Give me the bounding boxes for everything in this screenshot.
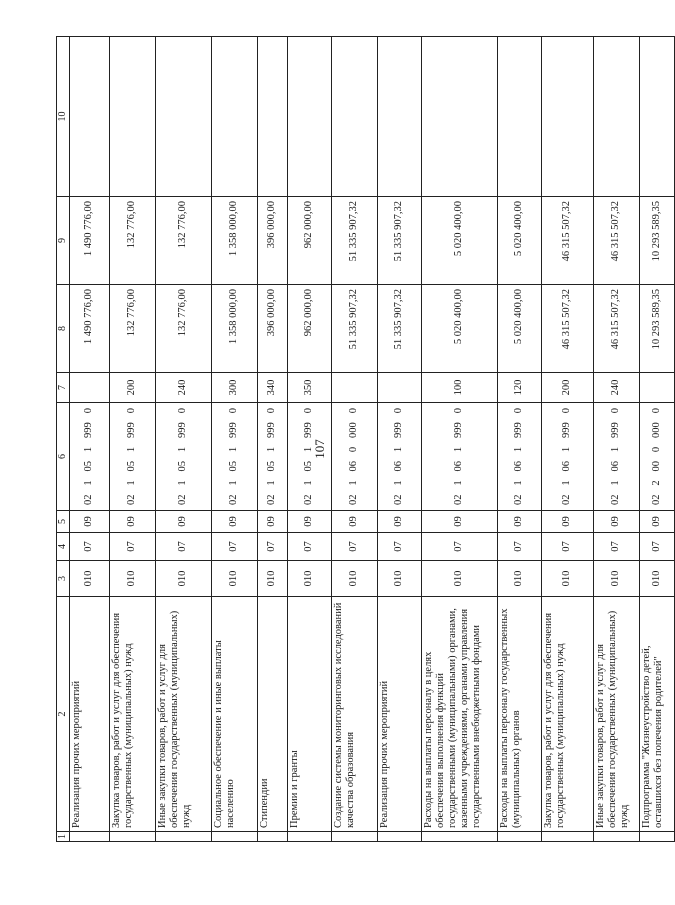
target-article-cell: [542, 403, 594, 511]
amount-approved-cell: 396 000,00: [258, 197, 288, 285]
section-code-cell: 07: [258, 533, 288, 561]
amount-approved-cell: 10 293 589,35: [640, 197, 675, 285]
code-part: 0: [348, 408, 360, 414]
note-cell: [422, 37, 498, 197]
table-row: [422, 37, 498, 842]
code-part: 999: [393, 422, 405, 438]
target-article-code: [266, 406, 278, 507]
target-article-cell: [498, 403, 542, 511]
ministry-code-cell: 010: [640, 561, 675, 597]
subsection-code-cell: 09: [542, 511, 594, 533]
code-part: 02: [650, 494, 662, 505]
section-code-cell: 07: [332, 533, 378, 561]
code-part: 05: [126, 460, 138, 472]
item-name-cell: Иные закупки товаров, работ и услуг для обеспечения государственных (муниципальных) нужд: [156, 597, 212, 832]
code-part: 1: [561, 446, 573, 453]
amount-cell: 132 776,00: [156, 285, 212, 373]
note-cell: [542, 37, 594, 197]
amount-approved-cell: 46 315 507,32: [542, 197, 594, 285]
row-marker-cell: [288, 832, 332, 842]
code-part: 06: [348, 460, 360, 472]
code-part: 05: [303, 460, 315, 472]
column-header-8: 8: [57, 285, 70, 373]
row-marker-cell: [422, 832, 498, 842]
code-part: 02: [513, 494, 525, 505]
table-row: [332, 37, 378, 842]
expense-type-cell: 120: [498, 373, 542, 403]
row-marker-cell: [156, 832, 212, 842]
target-article-cell: [378, 403, 422, 511]
code-part: 1: [83, 480, 95, 486]
table-row: [640, 37, 675, 842]
target-article-code: [228, 406, 240, 507]
target-article-code: [126, 406, 138, 507]
subsection-code-cell: 09: [378, 511, 422, 533]
code-part: 1: [303, 480, 315, 486]
code-part: 06: [393, 460, 405, 472]
code-part: 1: [348, 480, 360, 486]
amount-approved-cell: 5 020 400,00: [498, 197, 542, 285]
section-code-cell: 07: [542, 533, 594, 561]
column-header-4: 4: [57, 533, 70, 561]
target-article-code: [393, 406, 405, 507]
expense-type-cell: [332, 373, 378, 403]
amount-approved-cell: 1 490 776,00: [70, 197, 110, 285]
code-part: 0: [228, 408, 240, 414]
table-row: [212, 37, 258, 842]
code-part: 0: [650, 408, 662, 414]
target-article-code: [513, 406, 525, 507]
code-part: 1: [393, 446, 405, 453]
section-code-cell: 07: [594, 533, 640, 561]
ministry-code-cell: 010: [422, 561, 498, 597]
table-row: [258, 37, 288, 842]
amount-approved-cell: 1 358 000,00: [212, 197, 258, 285]
item-name-cell: Подпрограмма "Жизнеустройство детей, оставшихся без попечения родителей": [640, 597, 675, 832]
note-cell: [378, 37, 422, 197]
target-article-code: [303, 406, 315, 507]
target-article-code: [651, 406, 663, 507]
amount-cell: 10 293 589,35: [640, 285, 675, 373]
item-name-cell: Реализация прочих мероприятий: [378, 597, 422, 832]
code-part: 0: [126, 408, 138, 414]
amount-approved-cell: 962 000,00: [288, 197, 332, 285]
column-header-1: 1: [57, 832, 70, 842]
note-cell: [288, 37, 332, 197]
amount-cell: 1 490 776,00: [70, 285, 110, 373]
expense-type-cell: 200: [110, 373, 156, 403]
subsection-code-cell: 09: [110, 511, 156, 533]
amount-cell: 1 358 000,00: [212, 285, 258, 373]
subsection-code-cell: 09: [640, 511, 675, 533]
amount-cell: 46 315 507,32: [594, 285, 640, 373]
code-part: 000: [650, 422, 662, 438]
target-article-cell: [70, 403, 110, 511]
target-article-cell: [258, 403, 288, 511]
code-part: 05: [177, 460, 189, 472]
note-cell: [70, 37, 110, 197]
section-code-cell: 07: [288, 533, 332, 561]
code-part: 1: [453, 480, 465, 486]
column-header-7: 7: [57, 373, 70, 403]
note-cell: [332, 37, 378, 197]
subsection-code-cell: 09: [422, 511, 498, 533]
note-cell: [498, 37, 542, 197]
target-article-cell: [594, 403, 640, 511]
section-code-cell: 07: [422, 533, 498, 561]
item-name-cell: Закупка товаров, работ и услуг для обеспечения государственных (муниципальных) нужд: [110, 597, 156, 832]
expense-type-cell: [378, 373, 422, 403]
code-part: 06: [453, 460, 465, 472]
item-name-cell: Расходы на выплаты персоналу в целях обеспечения выполнения функций государственными (муниципальными) органами, казенными учреждениями, органами управления государственными внебюджетными фондами: [422, 597, 498, 832]
row-marker-cell: [332, 832, 378, 842]
row-marker-cell: [212, 832, 258, 842]
code-part: 1: [513, 480, 525, 486]
code-part: 05: [266, 460, 278, 472]
code-part: 1: [610, 446, 622, 453]
code-part: 1: [266, 480, 278, 486]
amount-cell: 132 776,00: [110, 285, 156, 373]
table-row: [110, 37, 156, 842]
table-row: [70, 37, 110, 842]
row-marker-cell: [640, 832, 675, 842]
code-part: 999: [126, 422, 138, 438]
amount-approved-cell: 51 335 907,32: [332, 197, 378, 285]
code-part: 1: [513, 446, 525, 453]
amount-approved-cell: 132 776,00: [110, 197, 156, 285]
code-part: 1: [126, 446, 138, 453]
expense-type-cell: [640, 373, 675, 403]
budget-table: [56, 36, 675, 842]
note-cell: [594, 37, 640, 197]
target-article-code: [83, 406, 95, 507]
ministry-code-cell: 010: [542, 561, 594, 597]
code-part: 999: [177, 422, 189, 438]
amount-cell: 51 335 907,32: [332, 285, 378, 373]
code-part: 999: [561, 422, 573, 438]
code-part: 1: [303, 446, 315, 453]
ministry-code-cell: 010: [288, 561, 332, 597]
ministry-code-cell: 010: [258, 561, 288, 597]
column-header-6: 6: [57, 403, 70, 511]
target-article-code: [453, 406, 465, 507]
target-article-cell: [156, 403, 212, 511]
code-part: 0: [610, 408, 622, 414]
table-row: [542, 37, 594, 842]
code-part: 0: [303, 408, 315, 414]
code-part: 02: [303, 494, 315, 505]
row-marker-cell: [258, 832, 288, 842]
code-part: 0: [393, 408, 405, 414]
item-name-cell: Социальное обеспечение и иные выплаты населению: [212, 597, 258, 832]
code-part: 02: [177, 494, 189, 505]
section-code-cell: 07: [70, 533, 110, 561]
amount-cell: 962 000,00: [288, 285, 332, 373]
code-part: 999: [610, 422, 622, 438]
ministry-code-cell: 010: [332, 561, 378, 597]
section-code-cell: 07: [212, 533, 258, 561]
item-name-cell: Стипендии: [258, 597, 288, 832]
code-part: 1: [228, 446, 240, 453]
table-row: [288, 37, 332, 842]
table-row: [378, 37, 422, 842]
subsection-code-cell: 09: [258, 511, 288, 533]
code-part: 0: [83, 408, 95, 414]
code-part: 02: [348, 494, 360, 505]
ministry-code-cell: 010: [498, 561, 542, 597]
target-article-cell: [422, 403, 498, 511]
expense-type-cell: 350: [288, 373, 332, 403]
code-part: 999: [453, 422, 465, 438]
column-header-2: 2: [57, 597, 70, 832]
code-part: 06: [561, 460, 573, 472]
page-number: 107: [312, 439, 327, 459]
section-code-cell: 07: [498, 533, 542, 561]
code-part: 02: [453, 494, 465, 505]
code-part: 0: [650, 446, 662, 453]
code-part: 0: [348, 446, 360, 453]
table-row: [594, 37, 640, 842]
code-part: 06: [610, 460, 622, 472]
subsection-code-cell: 09: [332, 511, 378, 533]
code-part: 1: [83, 446, 95, 453]
code-part: 0: [561, 408, 573, 414]
code-part: 1: [126, 480, 138, 486]
note-cell: [640, 37, 675, 197]
target-article-cell: [110, 403, 156, 511]
item-name-cell: Закупка товаров, работ и услуг для обеспечения государственных (муниципальных) нужд: [542, 597, 594, 832]
ministry-code-cell: 010: [212, 561, 258, 597]
header-row: [57, 37, 70, 842]
code-part: 0: [453, 408, 465, 414]
amount-cell: 46 315 507,32: [542, 285, 594, 373]
code-part: 00: [650, 460, 662, 472]
section-code-cell: 07: [110, 533, 156, 561]
amount-approved-cell: 51 335 907,32: [378, 197, 422, 285]
code-part: 02: [83, 494, 95, 505]
code-part: 000: [348, 422, 360, 438]
code-part: 02: [228, 494, 240, 505]
subsection-code-cell: 09: [498, 511, 542, 533]
code-part: 05: [83, 460, 95, 472]
row-marker-cell: [70, 832, 110, 842]
ministry-code-cell: 010: [594, 561, 640, 597]
code-part: 02: [393, 494, 405, 505]
expense-type-cell: [70, 373, 110, 403]
target-article-code: [561, 406, 573, 507]
budget-table-rotated: [56, 37, 665, 842]
row-marker-cell: [110, 832, 156, 842]
row-marker-cell: [594, 832, 640, 842]
table-row: [156, 37, 212, 842]
subsection-code-cell: 09: [288, 511, 332, 533]
item-name-cell: Расходы на выплаты персоналу государственных (муниципальных) органов: [498, 597, 542, 832]
target-article-cell: [212, 403, 258, 511]
amount-approved-cell: 46 315 507,32: [594, 197, 640, 285]
expense-type-cell: 240: [594, 373, 640, 403]
code-part: 999: [513, 422, 525, 438]
code-part: 1: [228, 480, 240, 486]
amount-cell: 5 020 400,00: [498, 285, 542, 373]
code-part: 2: [650, 480, 662, 486]
subsection-code-cell: 09: [212, 511, 258, 533]
target-article-code: [610, 406, 622, 507]
row-marker-cell: [378, 832, 422, 842]
section-code-cell: 07: [156, 533, 212, 561]
table-row: [498, 37, 542, 842]
code-part: 999: [228, 422, 240, 438]
code-part: 1: [177, 480, 189, 486]
item-name-cell: Реализация прочих мероприятий: [70, 597, 110, 832]
subsection-code-cell: 09: [70, 511, 110, 533]
item-name-cell: Создание системы мониторинговых исследований качества образования: [332, 597, 378, 832]
expense-type-cell: 100: [422, 373, 498, 403]
item-name-cell: Премии и гранты: [288, 597, 332, 832]
code-part: 02: [610, 494, 622, 505]
target-article-cell: [640, 403, 675, 511]
ministry-code-cell: 010: [110, 561, 156, 597]
target-article-cell: [288, 403, 332, 511]
target-article-code: [348, 406, 360, 507]
amount-cell: 396 000,00: [258, 285, 288, 373]
note-cell: [258, 37, 288, 197]
code-part: 1: [177, 446, 189, 453]
section-code-cell: 07: [640, 533, 675, 561]
subsection-code-cell: 09: [594, 511, 640, 533]
expense-type-cell: 200: [542, 373, 594, 403]
code-part: 0: [266, 408, 278, 414]
subsection-code-cell: 09: [156, 511, 212, 533]
note-cell: [212, 37, 258, 197]
amount-cell: 5 020 400,00: [422, 285, 498, 373]
expense-type-cell: 340: [258, 373, 288, 403]
code-part: 1: [266, 446, 278, 453]
code-part: 06: [513, 460, 525, 472]
column-header-5: 5: [57, 511, 70, 533]
code-part: 999: [266, 422, 278, 438]
code-part: 1: [393, 480, 405, 486]
target-article-code: [177, 406, 189, 507]
section-code-cell: 07: [378, 533, 422, 561]
code-part: 999: [303, 422, 315, 438]
ministry-code-cell: 010: [70, 561, 110, 597]
target-article-cell: [332, 403, 378, 511]
expense-type-cell: 300: [212, 373, 258, 403]
code-part: 02: [126, 494, 138, 505]
row-marker-cell: [498, 832, 542, 842]
code-part: 1: [610, 480, 622, 486]
code-part: 02: [561, 494, 573, 505]
ministry-code-cell: 010: [378, 561, 422, 597]
code-part: 1: [453, 446, 465, 453]
item-name-cell: Иные закупки товаров, работ и услуг для обеспечения государственных (муниципальных) нужд: [594, 597, 640, 832]
expense-type-cell: 240: [156, 373, 212, 403]
column-header-3: 3: [57, 561, 70, 597]
code-part: 1: [561, 480, 573, 486]
amount-approved-cell: 5 020 400,00: [422, 197, 498, 285]
code-part: 0: [513, 408, 525, 414]
row-marker-cell: [542, 832, 594, 842]
ministry-code-cell: 010: [156, 561, 212, 597]
column-header-10: 10: [57, 37, 70, 197]
amount-cell: 51 335 907,32: [378, 285, 422, 373]
code-part: 05: [228, 460, 240, 472]
amount-approved-cell: 132 776,00: [156, 197, 212, 285]
code-part: 02: [266, 494, 278, 505]
column-header-9: 9: [57, 197, 70, 285]
code-part: 999: [83, 422, 95, 438]
code-part: 0: [177, 408, 189, 414]
note-cell: [110, 37, 156, 197]
note-cell: [156, 37, 212, 197]
